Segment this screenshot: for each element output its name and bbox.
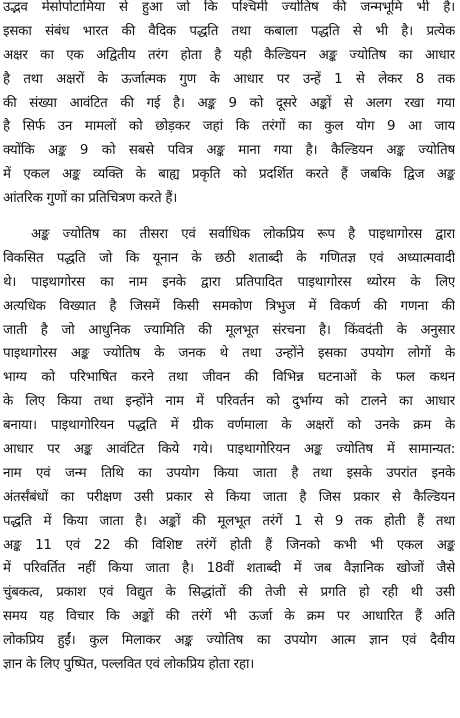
text-line: है सिर्फ उन मामलों को छोड़कर जहां कि तरंगों का कुल योग 9 आ जाय [3,119,455,135]
text-line: आंतरिक गुणों का प्रतिचित्रण करते हैं। [3,191,178,207]
text-line: अङ्क ज्योतिष का तीसरा एवं सर्वाधिक लोकप्रिय रूप है पाइथागोरस द्वारा [31,227,455,243]
paragraph-pythagorean [3,223,455,677]
text-line: भाग्य को परिभाषित करने तथा जीवन की विभिन्न घटनाओं के फल कथन [3,370,455,386]
text-line: अत्यधिक विख्यात है जिसमें किसी समकोण त्रिभुज में विकर्ण की गणना की [3,298,455,314]
paragraph-chaldean [3,0,455,211]
text-line: में एकल अङ्क व्यक्ति के बाह्य प्रकृति को प्रदर्शित करते हैं जबकि द्विज अङ्क [3,167,455,183]
text-line: पद्धति में किया जाता है। अङ्कों की मूलभूत तरंगें 1 से 9 तक होती हैं तथा [3,513,455,529]
text-line: जाती है जो आधुनिक ज्यामिति की मूलभूत संरचना है। किंवदंती के अनुसार [3,322,455,338]
text-line: अंतर्संबंधों का परीक्षण उसी प्रकार से किया जाता है जिस प्रकार से कैल्डियन [3,489,455,505]
text-line: इसका संबंध भारत की वैदिक पद्धति तथा कबाला पद्धति से भी है। प्रत्येक [3,23,455,39]
text-line: बनाया। पाइथागोरियन पद्धति में ग्रीक वर्णमाला के अक्षरों को उनके क्रम के [3,418,455,434]
text-line: लोकप्रिय हुईं। कुल मिलाकर अङ्क ज्योतिष का उपयोग आत्म ज्ञान एवं दैवीय [3,633,455,649]
text-line: क्योंकि अङ्क 9 को सबसे पवित्र अङ्क माना गया है। कैल्डियन अङ्क ज्योतिष [3,143,455,159]
text-line: चुंबकत्व, प्रकाश एवं विद्युत के सिद्धांतों की तेजी से प्रगति हो रही थी उसी [3,585,455,601]
text-line: विकसित पद्धति जो कि यूनान के छठी शताब्दी के गणितज्ञ एवं अध्यात्मवादी [3,250,455,266]
text-line: अङ्क 11 एवं 22 की विशिष्ट तरंगें होती हैं जिनको कभी भी एकल अङ्क [3,537,455,553]
text-line: थे। पाइथागोरस का नाम इनके द्वारा प्रतिपादित पाइथागोरस थ्योरम के लिए [3,274,455,290]
text-line: नाम एवं जन्म तिथि का उपयोग किया जाता है तथा इसके उपरांत इनके [3,465,455,481]
text-line: उद्भव मेसोपोटामिया से हुआ जो कि पश्चिमी ज्योतिष की जन्मभूमि भी है। [3,0,455,15]
text-line: ज्ञान के लिए पुष्पित, पल्लवित एवं लोकप्रिय होता रहा। [3,657,255,673]
text-line: है तथा अक्षरों के ऊर्जात्मक गुण के आधार पर उन्हें 1 से लेकर 8 तक [3,71,455,87]
text-line: पाइथागोरस अङ्क ज्योतिष के जनक थे तथा उन्होंने इसका उपयोग लोगों के [3,346,455,362]
text-line: के लिए किया तथा इन्होंने नाम में परिवर्तन को दुर्भाग्य को टालने का आधार [3,394,455,410]
text-line: की संख्या आवंटित की गई है। अङ्क 9 को दूसरे अङ्कों से अलग रखा गया [3,95,455,111]
text-line: में परिवर्तित नहीं किया जाता है। 18वीं शताब्दी में जब वैज्ञानिक खोजों जैसे [3,561,455,577]
text-line: समय यह विचार कि अङ्कों की तरंगें भी ऊर्जा के क्रम पर आधारित हैं अति [3,609,455,625]
text-line: अक्षर का एक अद्वितीय तरंग होता है यही कैल्डियन अङ्क ज्योतिष का आधार [3,47,455,63]
text-line: आधार पर अङ्क आवंटित किये गये। पाइथागोरियन अङ्क ज्योतिष में सामान्यत: [3,442,455,458]
book-page [3,0,455,718]
